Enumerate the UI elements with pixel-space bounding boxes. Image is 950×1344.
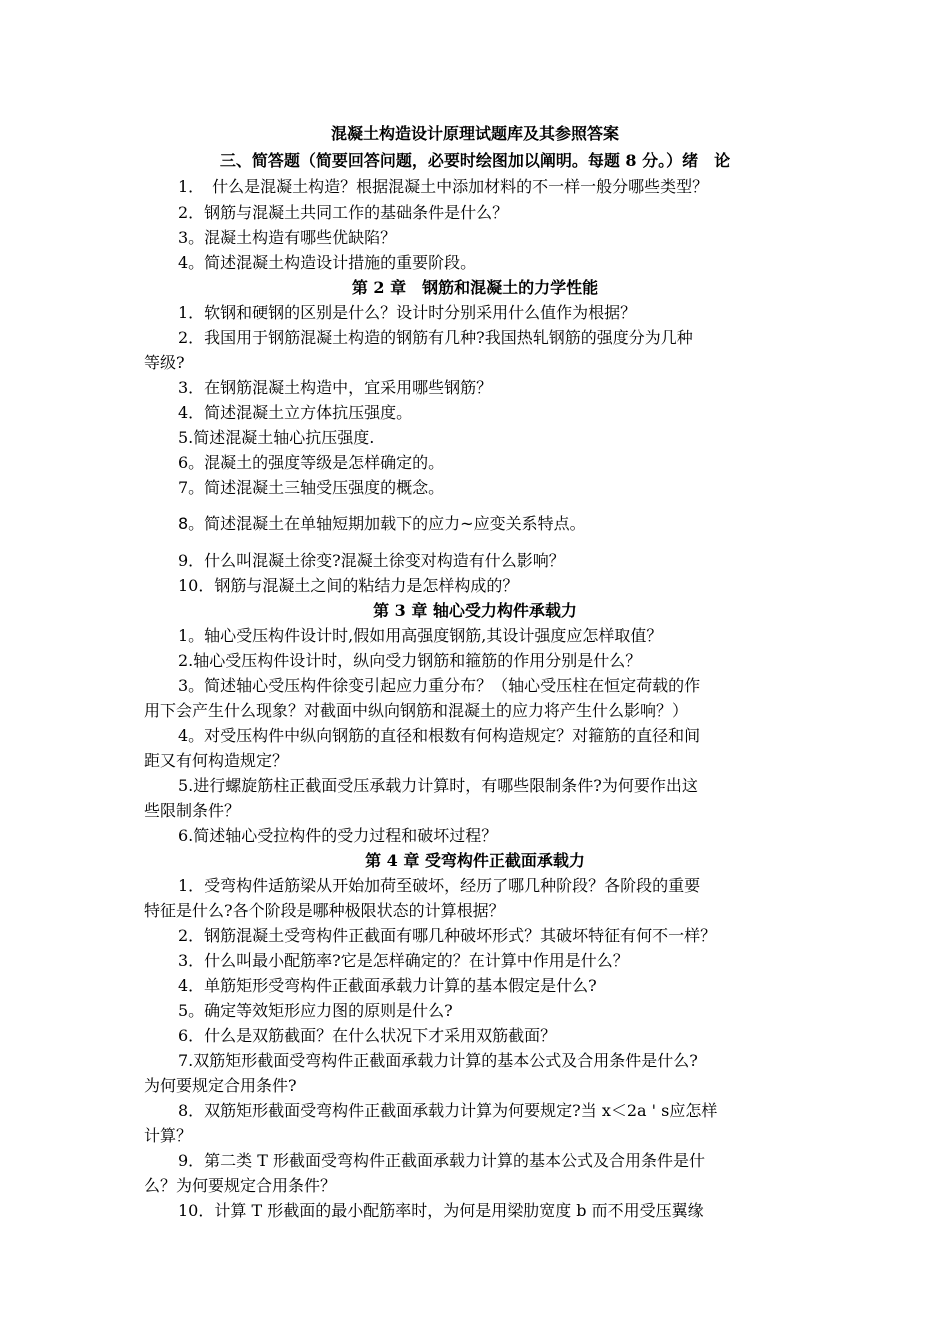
chapter-3-title: 第 3 章 轴心受力构件承载力 xyxy=(373,601,577,620)
ch2-q6: 6。混凝土的强度等级是怎样确定的。 xyxy=(178,453,445,472)
ch4-q3: 3．什么叫最小配筋率?它是怎样确定的？在计算中作用是什么？ xyxy=(178,951,629,970)
ch4-q4: 4．单筋矩形受弯构件正截面承载力计算的基本假定是什么? xyxy=(178,976,597,995)
document-title: 混凝土构造设计原理试题库及其参照答案 xyxy=(330,124,619,143)
chapter-4-title: 第 4 章 受弯构件正截面承载力 xyxy=(365,851,585,870)
ch2-q7: 7。简述混凝土三轴受压强度的概念。 xyxy=(178,478,445,497)
ch2-q2: 2．我国用于钢筋混凝土构造的钢筋有几种?我国热轧钢筋的强度分为几种 xyxy=(178,328,693,347)
ch2-q1: 1．软钢和硬钢的区别是什么？设计时分别采用什么值作为根据？ xyxy=(178,303,637,322)
ch4-q8: 8．双筋矩形截面受弯构件正截面承载力计算为何要规定?当 x＜2a ' s应怎样 xyxy=(178,1101,718,1120)
ch3-q5-cont: 些限制条件？ xyxy=(144,801,241,820)
section-header: 三、简答题（简要回答问题，必要时绘图加以阐明。每题 8 分。）绪 论 xyxy=(219,151,731,170)
intro-q2: 2．钢筋与混凝土共同工作的基础条件是什么？ xyxy=(178,203,509,222)
ch3-q4-cont: 距又有何构造规定？ xyxy=(144,751,289,770)
ch4-q7-cont: 为何要规定合用条件? xyxy=(144,1076,297,1095)
ch4-q9-cont: 么？为何要规定合用条件？ xyxy=(144,1176,337,1195)
ch4-q6: 6．什么是双筋截面？在什么状况下才采用双筋截面？ xyxy=(178,1026,557,1045)
ch2-q9: 9．什么叫混凝土徐变?混凝土徐变对构造有什么影响？ xyxy=(178,551,565,570)
ch2-q10: 10．钢筋与混凝土之间的粘结力是怎样构成的？ xyxy=(178,576,519,595)
ch3-q4: 4。对受压构件中纵向钢筋的直径和根数有何构造规定？对箍筋的直径和间 xyxy=(178,726,701,745)
ch4-q9: 9．第二类 T 形截面受弯构件正截面承载力计算的基本公式及合用条件是什 xyxy=(178,1151,706,1170)
ch4-q8-cont: 计算？ xyxy=(144,1126,193,1145)
ch4-q1-cont: 特征是什么?各个阶段是哪种极限状态的计算根据？ xyxy=(144,901,505,920)
intro-q1: 1． 什么是混凝土构造？根据混凝土中添加材料的不一样一般分哪些类型？ xyxy=(178,177,709,196)
ch4-q5: 5。确定等效矩形应力图的原则是什么? xyxy=(178,1001,453,1020)
ch3-q2: 2.轴心受压构件设计时，纵向受力钢筋和箍筋的作用分别是什么？ xyxy=(178,651,642,670)
ch3-q3: 3。简述轴心受压构件徐变引起应力重分布？（轴心受压柱在恒定荷载的作 xyxy=(178,676,701,695)
ch3-q5: 5.进行螺旋筋柱正截面受压承载力计算时，有哪些限制条件?为何要作出这 xyxy=(178,776,698,795)
ch4-q1: 1．受弯构件适筋梁从开始加荷至破坏，经历了哪几种阶段？各阶段的重要 xyxy=(178,876,701,895)
ch3-q1: 1。轴心受压构件设计时,假如用高强度钢筋,其设计强度应怎样取值？ xyxy=(178,626,663,645)
ch3-q3-cont: 用下会产生什么现象？对截面中纵向钢筋和混凝土的应力将产生什么影响？） xyxy=(144,701,689,720)
ch3-q6: 6.简述轴心受拉构件的受力过程和破坏过程？ xyxy=(178,826,498,845)
ch2-q3: 3．在钢筋混凝土构造中，宜采用哪些钢筋？ xyxy=(178,378,493,397)
ch4-q10: 10．计算 T 形截面的最小配筋率时，为何是用梁肋宽度 b 而不用受压翼缘 xyxy=(178,1201,704,1220)
ch2-q5: 5.简述混凝土轴心抗压强度. xyxy=(178,428,375,447)
chapter-2-title: 第 2 章 钢筋和混凝土的力学性能 xyxy=(351,278,599,297)
ch4-q2: 2．钢筋混凝土受弯构件正截面有哪几种破坏形式？其破坏特征有何不一样？ xyxy=(178,926,717,945)
intro-q3: 3。混凝土构造有哪些优缺陷？ xyxy=(178,228,397,247)
ch2-q2-cont: 等级? xyxy=(144,353,185,372)
ch2-q4: 4．简述混凝土立方体抗压强度。 xyxy=(178,403,413,422)
ch4-q7: 7.双筋矩形截面受弯构件正截面承载力计算的基本公式及合用条件是什么? xyxy=(178,1051,698,1070)
ch2-q8: 8。简述混凝土在单轴短期加载下的应力~应变关系特点。 xyxy=(178,514,586,533)
intro-q4: 4。简述混凝土构造设计措施的重要阶段。 xyxy=(178,253,477,272)
